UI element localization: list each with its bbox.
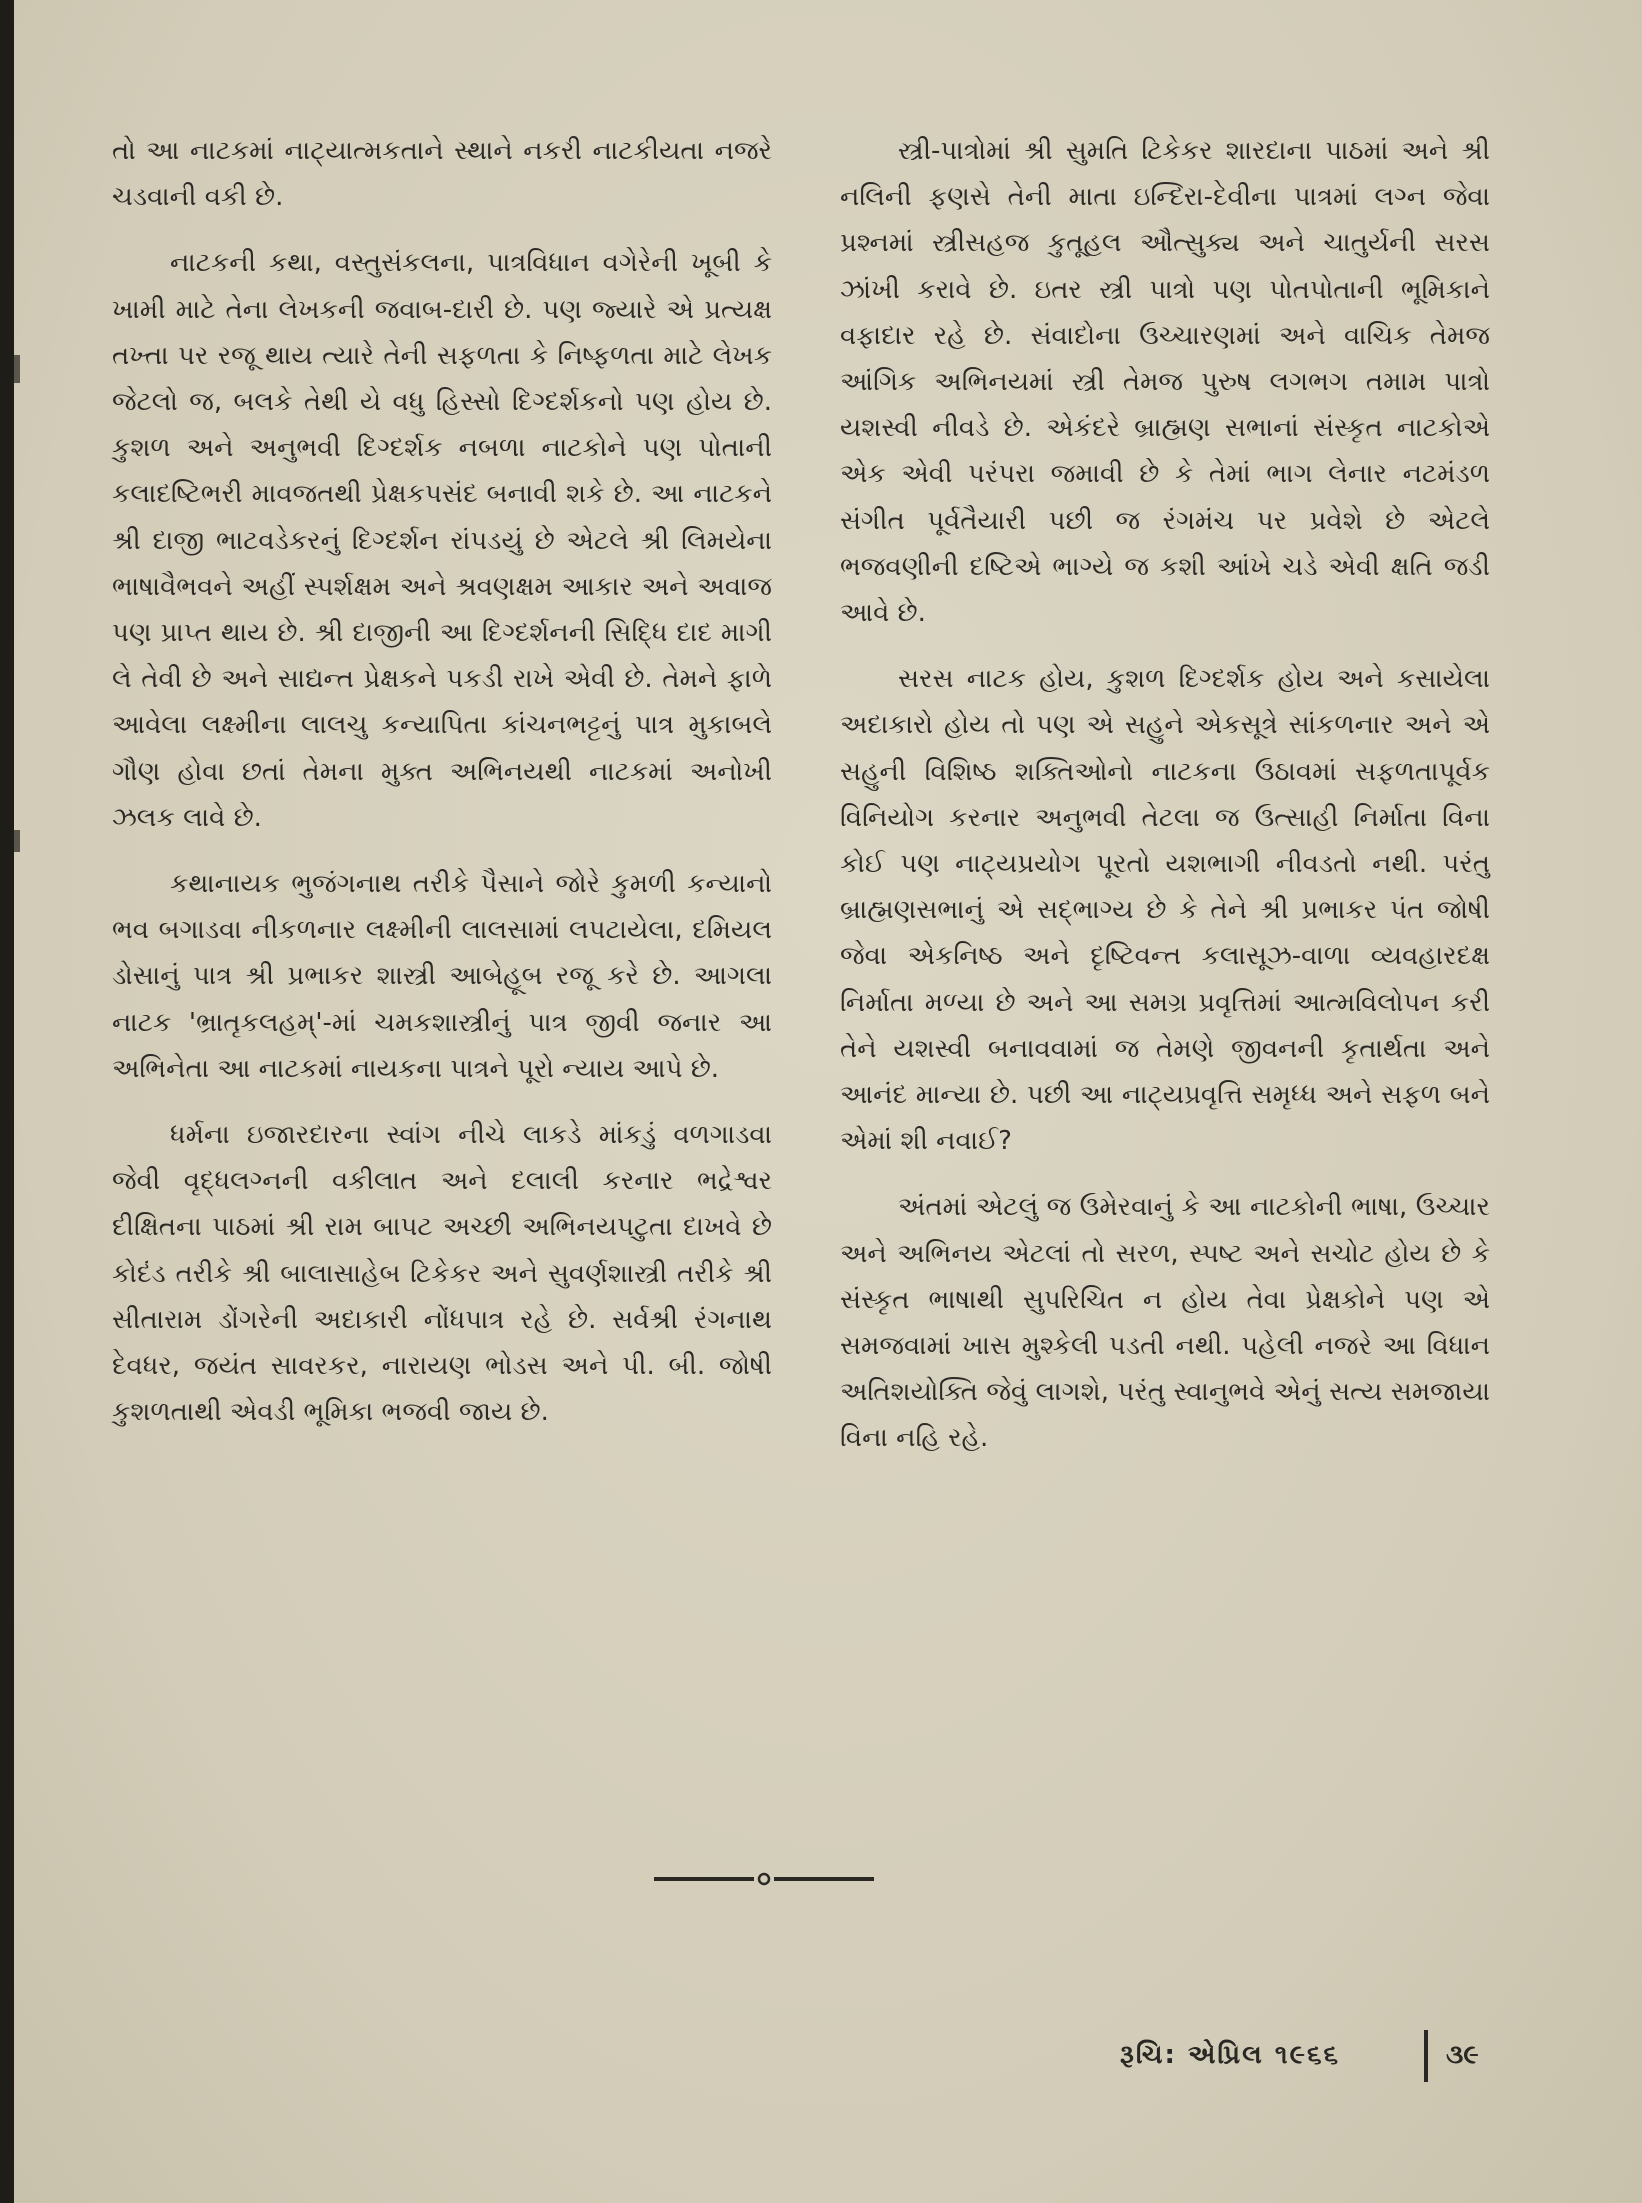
- section-divider: [654, 1872, 874, 1886]
- paragraph: કથાનાયક ભુજંગનાથ તરીકે પૈસાને જોરે કુમળી કન્યાનો ભવ બગાડવા નીકળનાર લક્ષ્મીની લાલસામાં લપટાયેલા, દમિયલ ડોસાનું પાત્ર શ્રી પ્રભાકર શાસ્ત્રી આબેહૂબ રજૂ કરે છે. આગલા નાટક 'ભ્રાતૃકલહમ્'-માં ચમકશાસ્ત્રીનું પાત્ર જીવી જનાર આ અભિનેતા આ નાટકમાં નાયકના પાત્રને પૂરો ન્યાય આપે છે.: [112, 869, 772, 1084]
- right-column: [840, 128, 1490, 1482]
- footer-separator: [1424, 2030, 1428, 2082]
- paragraph: તો આ નાટકમાં નાટ્યાત્મકતાને સ્થાને નકરી નાટકીયતા નજરે ચડવાની વકી છે.: [112, 136, 772, 213]
- paragraph: અંતમાં એટલું જ ઉમેરવાનું કે આ નાટકોની ભાષા, ઉચ્ચાર અને અભિનય એટલાં તો સરળ, સ્પષ્ટ અને સચોટ હોય છે કે સંસ્કૃત ભાષાથી સુપરિચિત ન હોય તેવા પ્રેક્ષકોને પણ એ સમજવામાં ખાસ મુશ્કેલી પડતી નથી. પહેલી નજરે આ વિધાન અતિશયોક્તિ જેવું લાગશે, પરંતુ સ્વાનુભવે એનું સત્ય સમજાયા વિના નહિ રહે.: [840, 1192, 1490, 1454]
- magazine-page: [14, 0, 1642, 2203]
- scan-edge-mark: [14, 355, 20, 383]
- page-footer: [1120, 2030, 1540, 2080]
- paragraph: નાટકની કથા, વસ્તુસંકલના, પાત્રવિધાન વગેરેની ખૂબી કે ખામી માટે તેના લેખકની જવાબ-દારી છે. પણ જ્યારે એ પ્રત્યક્ષ તખ્તા પર રજૂ થાય ત્યારે તેની સફળતા કે નિષ્ફળતા માટે લેખક જેટલો જ, બલકે તેથી યે વધુ હિસ્સો દિગ્દર્શકનો પણ હોય છે. કુશળ અને અનુભવી દિગ્દર્શક નબળા નાટકોને પણ પોતાની કલાદષ્ટિભરી માવજતથી પ્રેક્ષકપસંદ બનાવી શકે છે. આ નાટકને શ્રી દાજી ભાટવડેકરનું દિગ્દર્શન રાંપડયું છે એટલે શ્રી લિમયેના ભાષાવૈભવને અહીં સ્પર્શક્ષમ અને શ્રવણક્ષમ આકાર અને અવાજ પણ પ્રાપ્ત થાય છે. શ્રી દાજીની આ દિગ્દર્શનની સિદ્ધિ દાદ માગી લે તેવી છે અને સાદ્યન્ત પ્રેક્ષકને પકડી રાખે એવી છે. તેમને ફાળે આવેલા લક્ષ્મીના લાલચુ કન્યાપિતા કાંચનભટ્ટનું પાત્ર મુકાબલે ગૌણ હોવા છતાં તેમના મુક્ત અભિનયથી નાટકમાં અનોખી ઝલક લાવે છે.: [112, 248, 772, 833]
- paragraph: સરસ નાટક હોય, કુશળ દિગ્દર્શક હોય અને કસાયેલા અદાકારો હોય તો પણ એ સહુને એકસૂત્રે સાંકળનાર અને એ સહુની વિશિષ્ઠ શક્તિઓનો નાટકના ઉઠાવમાં સફળતાપૂર્વક વિનિયોગ કરનાર અનુભવી તેટલા જ ઉત્સાહી નિર્માતા વિના કોઈ પણ નાટ્યપ્રયોગ પૂરતો યશભાગી નીવડતો નથી. પરંતુ બ્રાહ્મણસભાનું એ સદ્ભાગ્ય છે કે તેને શ્રી પ્રભાકર પંત જોષી જેવા એકનિષ્ઠ અને દૃષ્ટિવન્ત કલાસૂઝ-વાળા વ્યવહારદક્ષ નિર્માતા મળ્યા છે અને આ સમગ્ર પ્રવૃત્તિમાં આત્મવિલોપન કરી તેને યશસ્વી બનાવવામાં જ તેમણે જીવનની કૃતાર્થતા અને આનંદ માન્યા છે. પછી આ નાટ્યપ્રવૃત્તિ સમૃધ્ધ અને સફળ બને એમાં શી નવાઈ?: [840, 664, 1490, 1157]
- paragraph: ધર્મના ઇજારદારના સ્વાંગ નીચે લાકડે માંકડું વળગાડવા જેવી વૃદ્ધલગ્નની વકીલાત અને દલાલી કરનાર ભદ્રેશ્વર દીક્ષિતના પાઠમાં શ્રી રામ બાપટ અચ્છી અભિનયપટુતા દાખવે છે કોદંડ તરીકે શ્રી બાલાસાહેબ ટિકેકર અને સુવર્ણશાસ્ત્રી તરીકે શ્રી સીતારામ ડોંગરેની અદાકારી નોંધપાત્ર રહે છે. સર્વશ્રી રંગનાથ દેવધર, જયંત સાવરકર, નારાયણ ભોડસ અને પી. બી. જોષી કુશળતાથી એવડી ભૂમિકા ભજવી જાય છે.: [112, 1120, 772, 1428]
- paragraph: સ્ત્રી-પાત્રોમાં શ્રી સુમતિ ટિકેકર શારદાના પાઠમાં અને શ્રી નલિની ફણસે તેની માતા ઇન્દિરા-દેવીના પાત્રમાં લગ્ન જેવા પ્રશ્નમાં સ્ત્રીસહજ કુતૂહલ ઔત્સુક્ય અને ચાતુર્યની સરસ ઝાંખી કરાવે છે. ઇતર સ્ત્રી પાત્રો પણ પોતપોતાની ભૂમિકાને વફાદાર રહે છે. સંવાદોના ઉચ્ચારણમાં અને વાચિક તેમજ આંગિક અભિનયમાં સ્ત્રી તેમજ પુરુષ લગભગ તમામ પાત્રો યશસ્વી નીવડે છે. એકંદરે બ્રાહ્મણ સભાનાં સંસ્કૃત નાટકોએ એક એવી પરંપરા જમાવી છે કે તેમાં ભાગ લેનાર નટમંડળ સંગીત પૂર્વતૈયારી પછી જ રંગમંચ પર પ્રવેશે છે એટલે ભજવણીની દષ્ટિએ ભાગ્યે જ કશી આંખે ચડે એવી ક્ષતિ જડી આવે છે.: [840, 136, 1490, 629]
- page-number: ૩૯: [1446, 2040, 1479, 2070]
- magazine-date: રૂચિ: એપ્રિલ ૧૯૬૬: [1120, 2040, 1341, 2070]
- left-column: [112, 128, 772, 1455]
- scan-edge-mark: [14, 830, 20, 852]
